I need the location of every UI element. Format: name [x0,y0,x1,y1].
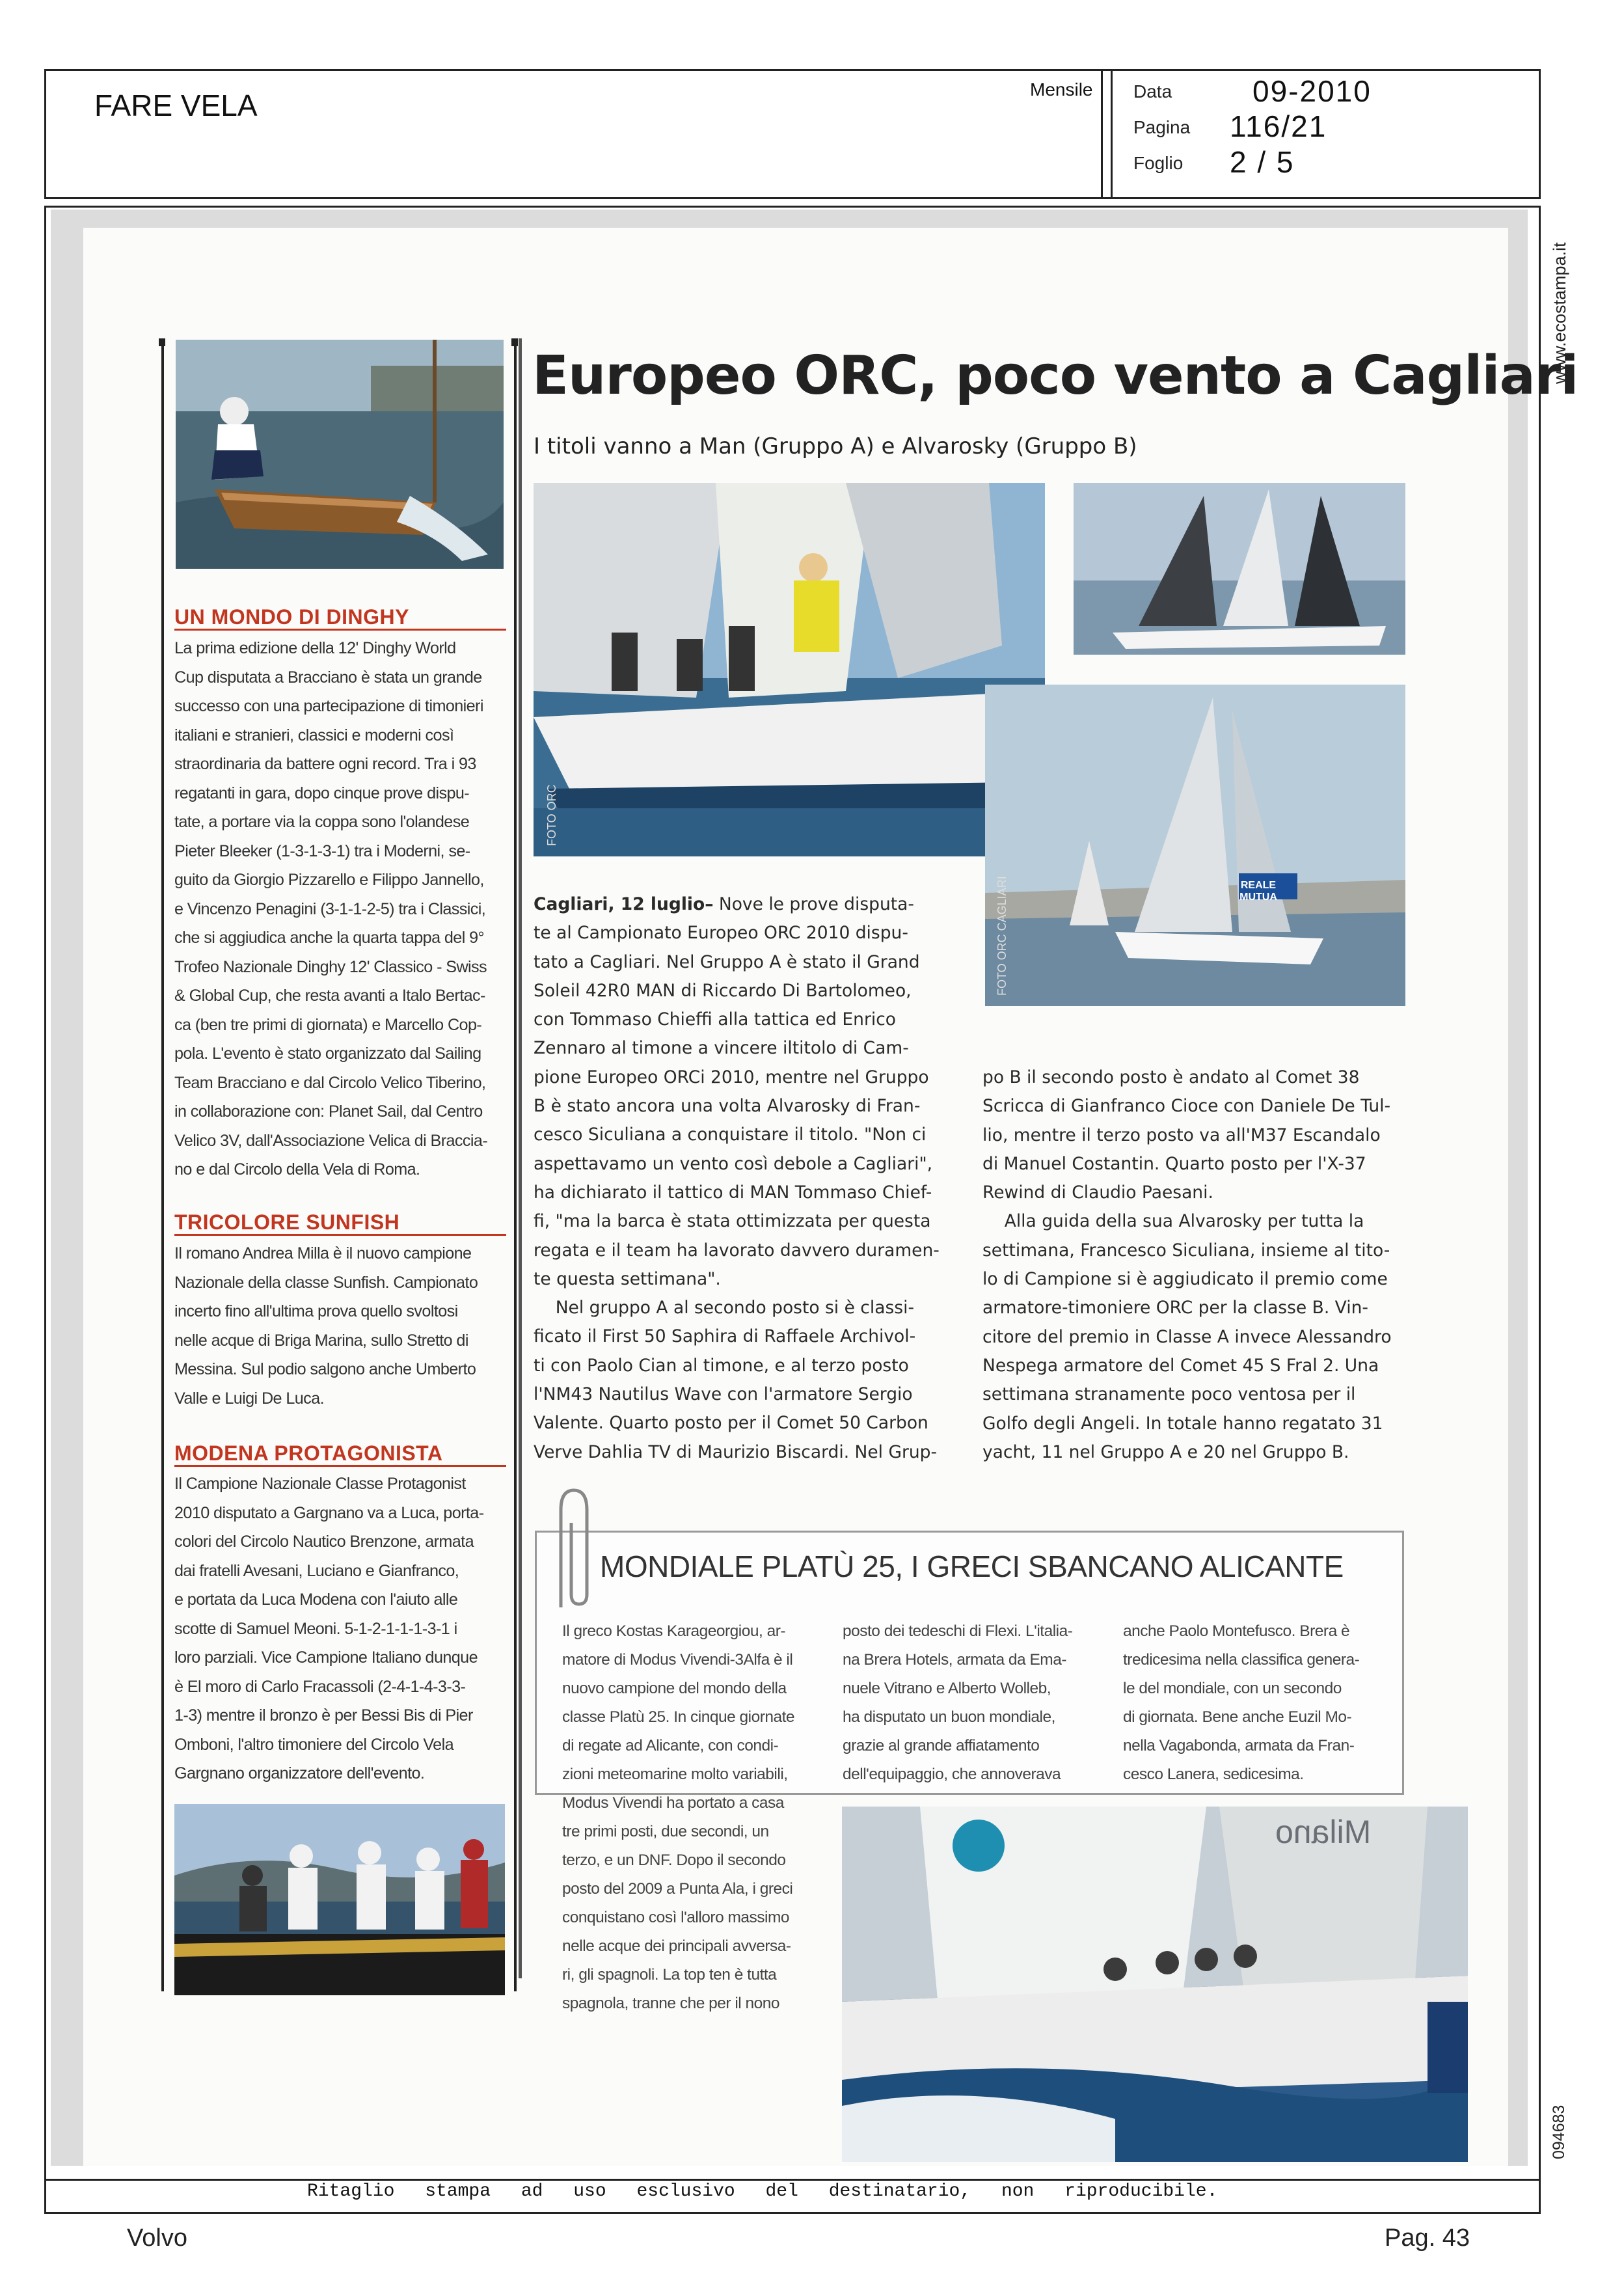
article-rule [519,338,522,1978]
sidebar-text-sunfish: Il romano Andrea Milla è il nuovo campione Nazionale della classe Sunfish. Campionato incerto fino all'ultima prova quello svoltosi nelle acque di Briga Marina, sullo Stretto di Messina. Sul podio salgono anche Umberto Valle e Luigi De Luca. [174,1244,478,1408]
pagina-value: 116/21 [1230,109,1327,143]
dateline-rest: Nove le prove disputa- [713,894,914,914]
sidebar-heading-rule [174,629,506,631]
footer-note: Ritaglio stampa ad uso esclusivo del destinatario, non riproducibile. [307,2181,1218,2202]
platu-box-col3: anche Paolo Montefusco. Brera è tredicesima nella classifica genera- le del mondiale, con un secondo di giornata. Bene anche Euzil Mo- nella Vagabonda, armata da Fran- cesco Lanera, sedicesima. [1123,1622,1360,1783]
platu-regatta-photo [842,1807,1468,2162]
photo-credit-1: FOTO ORC [545,784,558,846]
platu-box-col1: Il greco Kostas Karageorgiou, ar- matore di Modus Vivendi-3Alfa è il nuovo campione del mondo della classe Platù 25. In cinque giornate di regate ad Alicante, con condi- zioni meteomarine molto variabili, Modus Vivendi ha portato a casa tre primi posti, due secondi, un terzo, e un DNF. Dopo il secondo posto del 2009 a Punta Ala, i greci conquistano così l'alloro massimo nelle acque dei principali avversa- ri, gli spagnoli. La top ten è tutta spagnola, tranne che per il nono [562,1622,795,2012]
side-url: www.ecostampa.it [1550,242,1569,384]
data-label: Data [1133,81,1172,102]
header-divider [1101,69,1113,199]
platu-box-title: MONDIALE PLATÙ 25, I GRECI SBANCANO ALICANTE [600,1549,1344,1583]
sidebar-bar-tick [511,338,518,346]
clip-bottom-line [44,2179,1541,2181]
dinghy-photo [176,340,504,569]
footer-page: Pag. 43 [1385,2224,1470,2252]
sidebar-left-bar [161,338,164,1991]
reale-mutua-boat-photo [985,685,1405,1006]
sidebar-right-bar [514,338,517,1991]
protagonist-crew-photo [174,1804,505,1995]
publication-name: FARE VELA [94,89,258,122]
data-value: 09-2010 [1252,74,1372,108]
platu-box-col2: posto dei tedeschi di Flexi. L'italia- na Brera Hotels, armata da Ema- nuele Vitrano e Alberto Wolleb, ha disputato un buon mondiale, grazie al grande affiatamento dell'equipaggio, che annoverava [843,1622,1073,1783]
sail-label-milano: Milano [1275,1814,1372,1850]
article-title: Europeo ORC, poco vento a Cagliari [532,345,1578,407]
side-code: 094683 [1550,2105,1568,2159]
sidebar-heading-dinghy: UN MONDO DI DINGHY [174,605,409,629]
sidebar-heading-sunfish: TRICOLORE SUNFISH [174,1210,400,1234]
article-subtitle: I titoli vanno a Man (Gruppo A) e Alvarosky (Gruppo B) [534,433,1137,459]
dateline: Cagliari, 12 luglio– [534,894,714,914]
sail-label-reale-mutua: REALE MUTUA [1239,880,1277,903]
sidebar-text-dinghy: La prima edizione della 12' Dinghy World Cup disputata a Bracciano è stata un grande successo con una partecipazione di timonieri italiani e stranieri, classici e moderni così straordinaria da battere ogni record. Tra i 93 regatanti in gara, dopo cinque prove dispu- tate, a portare via la coppa sono l'olandese Pieter Bleeker (1-3-1-3-1) tra i Moderni, se- guito da Giorgio Pizzarello e Filippo Jannello, e Vincenzo Penagini (3-1-1-2-5) tra i Classici, che si aggiudica anche la quarta tappa del 9° Trofeo Nazionale Dinghy 12' Classico - Swiss & Global Cup, che resta avanti a Italo Bertac- ca (ben tre primi di giornata) e Marcello Cop- pola. L'evento è stato organizzato dal Sailing Team Bracciano e dal Circolo Velico Tiberino, in collaborazione con: Planet Sail, dal Centro Velico 3V, dall'Associazione Velica di Braccia- no e dal Circolo della Vela di Roma. [174,639,488,1179]
photo-credit-2: FOTO ORC CAGLIARI [995,876,1008,996]
paperclip-icon [548,1484,593,1614]
pagina-label: Pagina [1133,117,1191,137]
sidebar-heading-rule [174,1465,506,1467]
sidebar-heading-rule [174,1234,506,1236]
article-body-col1: Cagliari, 12 luglio– Nove le prove disputa- te al Campionato Europeo ORC 2010 dispu- tato a Cagliari. Nel Gruppo A è stato il Grand Soleil 42R0 MAN di Riccardo Di Bartolomeo, con Tommaso Chieffi alla tattica ed Enrico Zennaro al timone a vincere iltitolo di Cam- pione Europeo ORCi 2010, mentre nel Gruppo B è stato ancora una volta Alvarosky di Fran- cesco Siculiana a conquistare il titolo. "Non ci aspettavamo un vento così debole a Cagliari", ha dichiarato il tattico di MAN Tommaso Chief- fi, "ma la barca è stata ottimizzata per questa regata e il team ha lavorato davvero duramen- te questa settimana". Nel gruppo A al secondo posto si è classi- ficato il First 50 Saphira di Raffaele Archivol- ti con Paolo Cian al timone, e al terzo posto l'NM43 Nautilus Wave con l'armatore Sergio Valente. Quarto posto per il Comet 50 Carbon Verve Dahlia TV di Maurizio Biscardi. Nel Grup- [534,894,940,1462]
sidebar-bar-tick [159,338,165,346]
foglio-value: 2 / 5 [1230,145,1295,179]
article-body-col2: po B il secondo posto è andato al Comet 38 Scricca di Gianfranco Cioce con Daniele De Tul- lio, mentre il terzo posto va all'M37 Escandalo di Manuel Costantin. Quarto posto per l'X-37 Rewind di Claudio Paesani. Alla guida della sua Alvarosky per tutta la settimana, Francesco Siculiana, insieme al tito- lo di Campione si è aggiudicato il premio come armatore-timoniere ORC per la classe B. Vin- citore del premio in Classe A invece Alessandro Nespega armatore del Comet 45 S Fral 2. Una settimana stranamente poco ventosa per il Golfo degli Angeli. In totale hanno regatato 31 yacht, 11 nel Gruppo A e 20 nel Gruppo B. [982,1067,1392,1462]
frequency: Mensile [1030,79,1093,100]
regatta-top-right-photo [1074,483,1405,655]
foglio-label: Foglio [1133,153,1184,173]
footer-left: Volvo [127,2224,187,2252]
sidebar-heading-modena: MODENA PROTAGONISTA [174,1441,443,1465]
sidebar-text-modena: Il Campione Nazionale Classe Protagonist 2010 disputato a Gargnano va a Luca, porta- colori del Circolo Nautico Brenzone, armata dai fratelli Avesani, Luciano e Gianfranco, e portata da Luca Modena con l'aiuto alle scotte di Samuel Meoni. 5-1-2-1-1-1-3-1 i loro parziali. Vice Campione Italiano dunque è El moro di Carlo Fracassoli (2-4-1-4-3-3- 1-3) mentre il bronzo è per Bessi Bis di Pier Omboni, l'altro timoniere del Circolo Vela Gargnano organizzatore dell'evento. [174,1475,484,1782]
regatta-main-photo [534,483,1045,856]
